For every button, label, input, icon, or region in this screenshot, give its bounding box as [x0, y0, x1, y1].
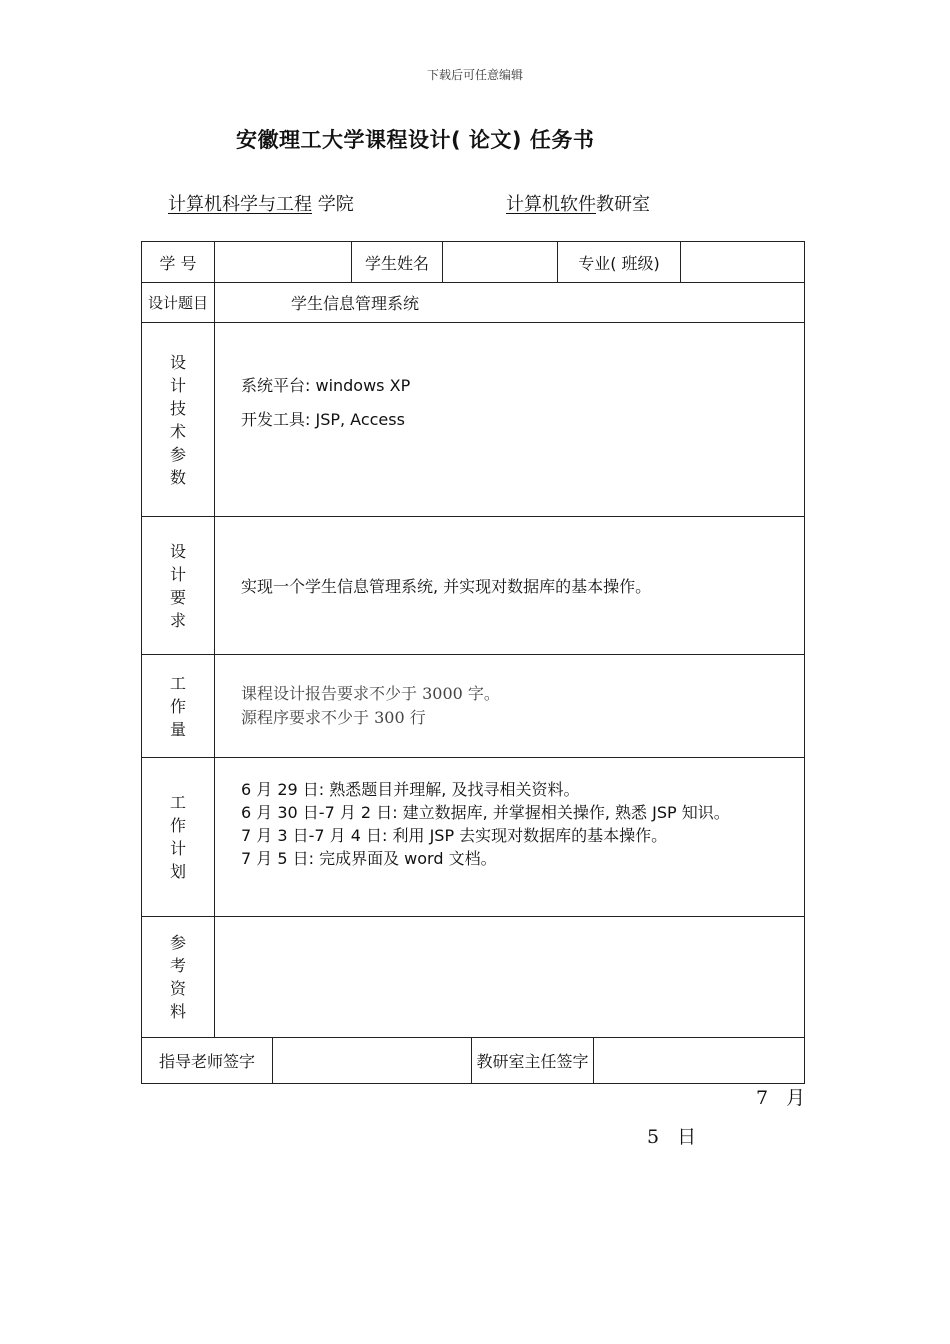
- row-student-info: [142, 242, 805, 283]
- student-id-label: 学 号: [142, 242, 215, 283]
- work-plan-content: [215, 758, 805, 917]
- plan-line: 7 月 5 日: 完成界面及 word 文档。: [241, 849, 497, 868]
- college-line: [168, 190, 354, 216]
- plan-line: 6 月 30 日-7 月 2 日: 建立数据库, 并掌握相关操作, 熟悉 JSP 知识。: [241, 803, 730, 822]
- row-topic: [142, 283, 805, 323]
- workload-label: 工 作 量: [142, 655, 215, 758]
- date-month: 7 月: [756, 1087, 812, 1109]
- major-field[interactable]: [681, 242, 805, 283]
- student-id-field[interactable]: [215, 242, 352, 283]
- plan-line: 7 月 3 日-7 月 4 日: 利用 JSP 去实现对数据库的基本操作。: [241, 826, 668, 845]
- tech-line: 开发工具: JSP, Access: [241, 410, 405, 429]
- director-sign-label: 教研室主任签字: [472, 1038, 594, 1084]
- office-line: [506, 190, 650, 216]
- college-suffix: 学院: [317, 194, 354, 215]
- references-field[interactable]: [215, 917, 805, 1038]
- office-suffix: 教研室: [596, 194, 650, 215]
- topic-value: 学生信息管理系统: [215, 283, 805, 323]
- workload-content: [215, 655, 805, 758]
- requirements-label: 设 计 要 求: [142, 517, 215, 655]
- major-label: 专业( 班级): [558, 242, 681, 283]
- document-title: 安徽理工大学课程设计( 论文) 任务书: [236, 128, 595, 152]
- advisor-sign-label: 指导老师签字: [142, 1038, 273, 1084]
- row-workload: [142, 655, 805, 758]
- workload-line: 课程设计报告要求不少于 3000 字。: [241, 684, 500, 703]
- tech-content: [215, 323, 805, 517]
- task-table: [141, 241, 805, 1084]
- student-name-field[interactable]: [443, 242, 558, 283]
- requirements-text: 实现一个学生信息管理系统, 并实现对数据库的基本操作。: [215, 517, 805, 655]
- topic-label: 设计题目: [142, 283, 215, 323]
- row-work-plan: [142, 758, 805, 917]
- row-tech-params: [142, 323, 805, 517]
- row-references: [142, 917, 805, 1038]
- references-label: 参 考 资 料: [142, 917, 215, 1038]
- college-name: 计算机科学与工程: [168, 194, 312, 215]
- tech-line: 系统平台: windows XP: [241, 376, 411, 395]
- header-note: 下载后可任意编辑: [426, 68, 523, 82]
- advisor-sign-field[interactable]: [273, 1038, 472, 1084]
- work-plan-label: 工 作 计 划: [142, 758, 215, 917]
- row-requirements: [142, 517, 805, 655]
- tech-label: 设 计 技 术 参 数: [142, 323, 215, 517]
- plan-line: 6 月 29 日: 熟悉题目并理解, 及找寻相关资料。: [241, 780, 580, 799]
- row-signatures: [142, 1038, 805, 1084]
- workload-line: 源程序要求不少于 300 行: [241, 708, 426, 727]
- office-name: 计算机软件: [506, 194, 596, 215]
- director-sign-field[interactable]: [594, 1038, 805, 1084]
- student-name-label: 学生姓名: [352, 242, 443, 283]
- date-day: 5 日: [647, 1126, 703, 1148]
